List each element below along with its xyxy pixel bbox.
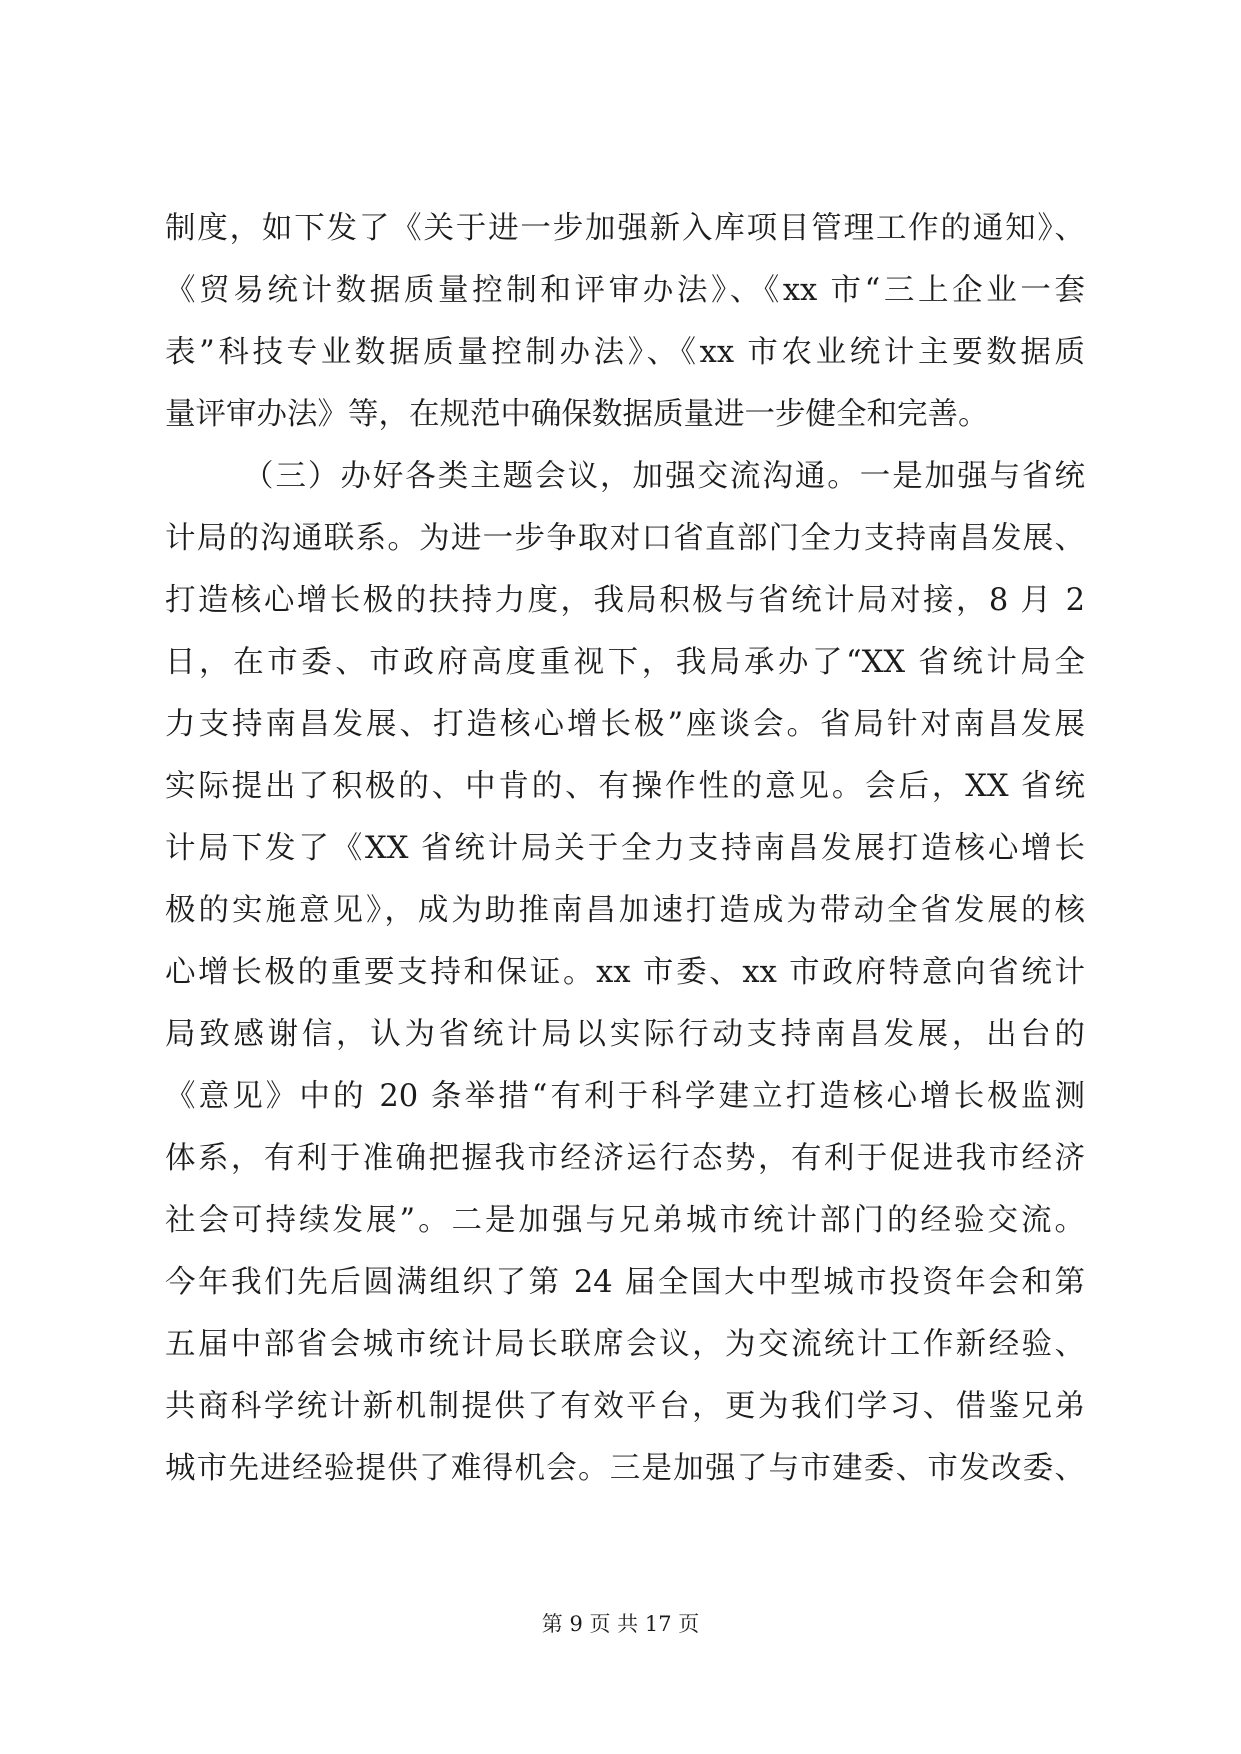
text-line: 共商科学统计新机制提供了有效平台，更为我们学习、借鉴兄弟 bbox=[165, 1389, 1085, 1424]
text-line: 《贸易统计数据质量控制和评审办法》、《xx 市“三上企业一套 bbox=[165, 273, 1085, 308]
text-line: 日，在市委、市政府高度重视下，我局承办了“XX 省统计局全 bbox=[165, 645, 1085, 680]
text-line: 体系，有利于准确把握我市经济运行态势，有利于促进我市经济 bbox=[165, 1141, 1085, 1176]
text-line: 量评审办法》等，在规范中确保数据质量进一步健全和完善。 bbox=[165, 397, 989, 432]
text-line: 制度，如下发了《关于进一步加强新入库项目管理工作的通知》、 bbox=[165, 211, 1085, 246]
text-line: 局致感谢信，认为省统计局以实际行动支持南昌发展，出台的 bbox=[165, 1017, 1085, 1052]
text-line: 城市先进经验提供了难得机会。三是加强了与市建委、市发改委、 bbox=[165, 1451, 1085, 1486]
text-line: 社会可持续发展”。二是加强与兄弟城市统计部门的经验交流。 bbox=[165, 1203, 1085, 1238]
text-line: 计局的沟通联系。为进一步争取对口省直部门全力支持南昌发展、 bbox=[165, 521, 1085, 556]
text-line: 打造核心增长极的扶持力度，我局积极与省统计局对接，8 月 2 bbox=[165, 583, 1085, 618]
text-line: 今年我们先后圆满组织了第 24 届全国大中型城市投资年会和第 bbox=[165, 1265, 1085, 1300]
text-line: 表”科技专业数据质量控制办法》、《xx 市农业统计主要数据质 bbox=[165, 335, 1085, 370]
text-line: 五届中部省会城市统计局长联席会议，为交流统计工作新经验、 bbox=[165, 1327, 1085, 1362]
text-line: 力支持南昌发展、打造核心增长极”座谈会。省局针对南昌发展 bbox=[165, 707, 1085, 742]
text-line: 计局下发了《XX 省统计局关于全力支持南昌发展打造核心增长 bbox=[165, 831, 1085, 866]
section-heading-line: （三）办好各类主题会议，加强交流沟通。一是加强与省统 bbox=[243, 459, 1085, 494]
text-line: 心增长极的重要支持和保证。xx 市委、xx 市政府特意向省统计 bbox=[165, 955, 1085, 990]
text-line: 《意见》中的 20 条举措“有利于科学建立打造核心增长极监测 bbox=[165, 1079, 1085, 1114]
text-line: 极的实施意见》，成为助推南昌加速打造成为带动全省发展的核 bbox=[165, 893, 1085, 928]
body-text bbox=[165, 198, 1085, 1500]
text-line: 实际提出了积极的、中肯的、有操作性的意见。会后，XX 省统 bbox=[165, 769, 1085, 804]
page-footer: 第 9 页 共 17 页 bbox=[541, 1612, 700, 1636]
